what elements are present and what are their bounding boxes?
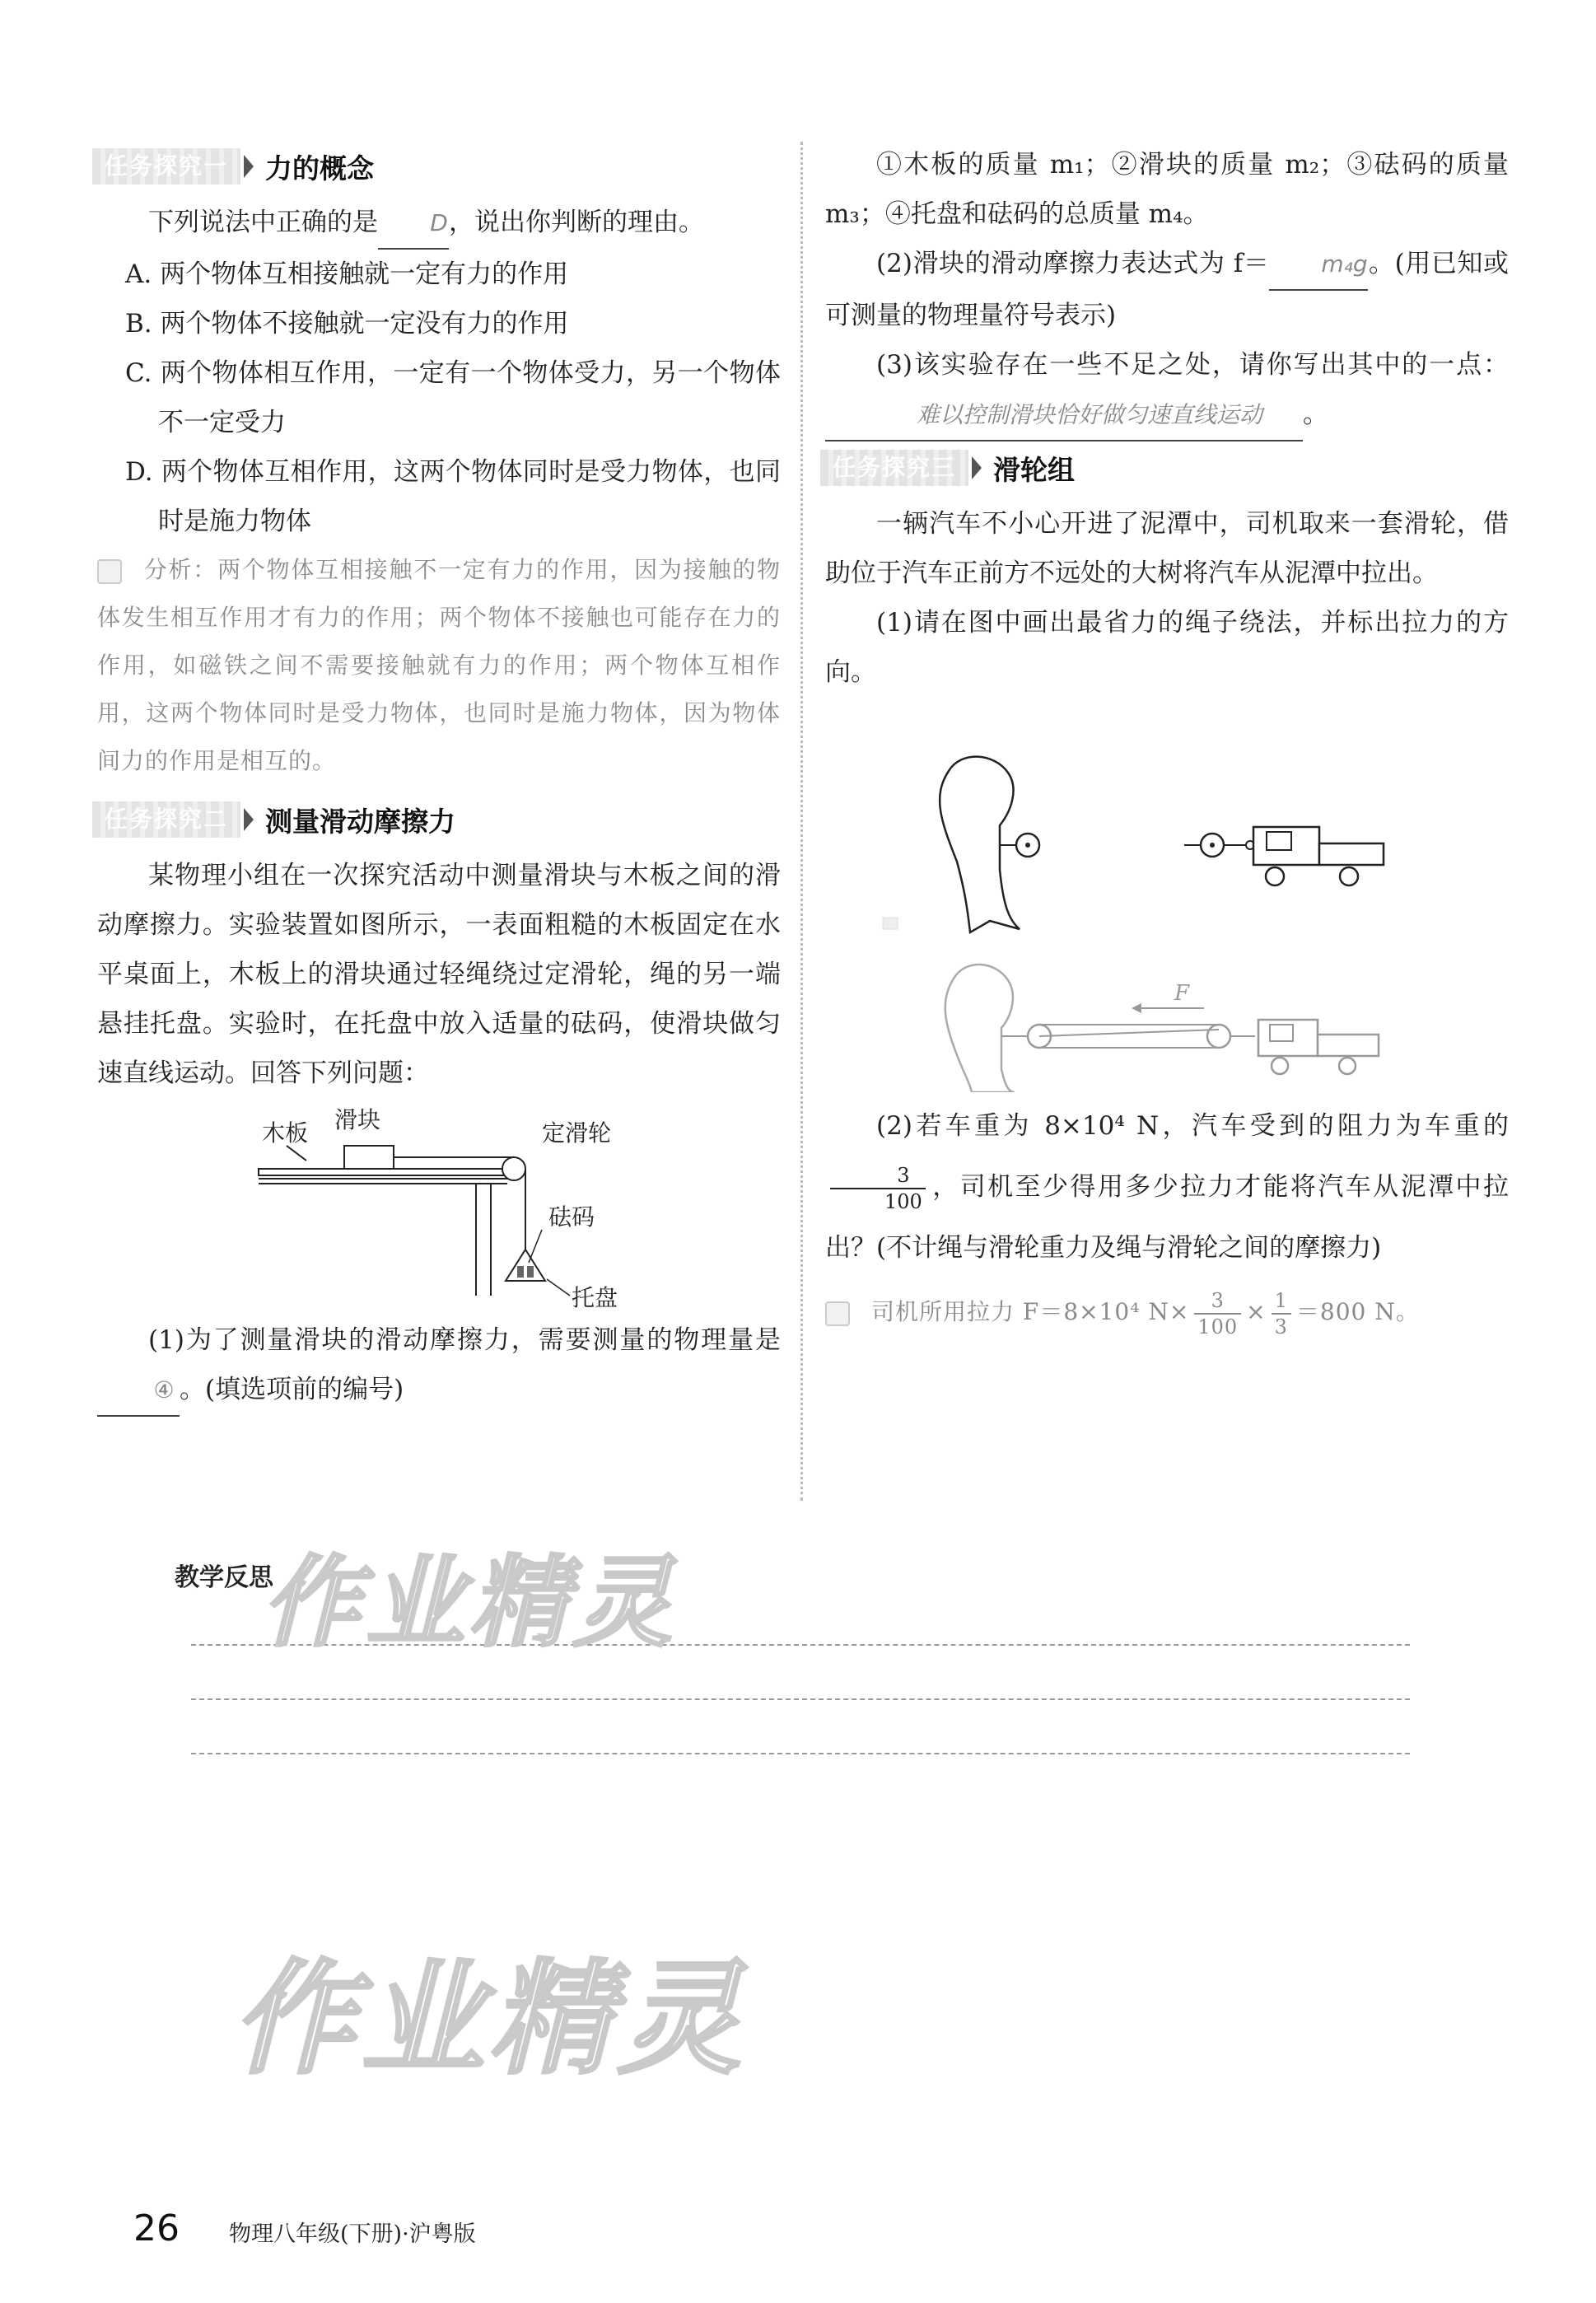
fraction: $\frac{3}{100}$: [1194, 1288, 1241, 1339]
analysis: 分析：两个物体互相接触不一定有力的作用，因为接触的物体发生相互作用才有力的作用；两个物体不接触也可能存在力的作用，如磁铁之间不需要接触就有力的作用；两个物体互相作用，这两个物体同时是受力物体，也同时是施力物体，因为物体间力的作用是相互的。: [97, 556, 781, 774]
section-title: 测量滑动摩擦力: [265, 805, 455, 838]
pulley-diagrams: [825, 697, 1509, 1092]
sub-question-2: (2)滑块的滑动摩擦力表达式为 f＝ m₄g。(用已知或可测量的物理量符号表示): [825, 239, 1509, 340]
pulley-question-2: (2)若车重为 8×10⁴ N，汽车受到的阻力为车重的 $\frac{3}{100}$ ，司机至少得用多少拉力才能将汽车从泥潭中拉出？(不计绳与滑轮重力及绳与滑轮之间的摩擦力): [825, 1111, 1509, 1263]
task-tag: 任务探究一: [92, 148, 240, 185]
pulley-intro: 一辆汽车不小心开进了泥潭中，司机取来一套滑轮，借助位于汽车正前方不远处的大树将汽车从泥潭中拉出。: [825, 509, 1509, 588]
option-c: C. 两个物体相互作用，一定有一个物体受力，另一个物体不一定受力: [125, 358, 781, 437]
answer-blank[interactable]: 难以控制滑块恰好做匀速直线运动: [825, 390, 1303, 441]
label-board: 木板: [262, 1119, 309, 1147]
arrow-icon: [244, 155, 254, 178]
reflection-line[interactable]: [191, 1698, 1410, 1700]
block-shape: [344, 1146, 394, 1169]
option-b: B. 两个物体不接触就一定没有力的作用: [125, 309, 569, 339]
label-weights: 砝码: [548, 1203, 595, 1231]
task-heading-3: [825, 441, 1509, 494]
watermark: 作业精灵: [262, 1546, 677, 1661]
task-heading-2: [97, 793, 781, 846]
truck-icon: [1253, 827, 1384, 885]
pulley-question-1: (1)请在图中画出最省力的绳子绕法，并标出拉力的方向。: [825, 608, 1509, 687]
tray-shape: [506, 1250, 545, 1281]
answer-icon: [825, 1301, 850, 1326]
fraction: $\frac{1}{3}$: [1272, 1288, 1291, 1339]
left-column: [97, 140, 781, 1417]
option-a: A. 两个物体互相接触就一定有力的作用: [125, 259, 569, 289]
section-title: 力的概念: [265, 152, 374, 185]
force-label: F: [1174, 981, 1190, 1006]
board-shape: [259, 1169, 506, 1175]
pulley-shape: [502, 1157, 525, 1180]
answer-blank[interactable]: m₄g: [1269, 240, 1368, 291]
book-title: 物理八年级(下册)·沪粤版: [229, 2221, 476, 2247]
watermark: 作业精灵: [232, 1948, 747, 2091]
answer-blank[interactable]: ④: [97, 1366, 180, 1417]
page-number: 26: [133, 2207, 180, 2249]
right-column: [825, 140, 1509, 1346]
experiment-intro: 某物理小组在一次探究活动中测量滑块与木板之间的滑动摩擦力。实验装置如图所示，一表面粗糙的木板固定在水平桌面上，木板上的滑块通过轻绳绕过定滑轮，绳的另一端悬挂托盘。实验时，在托盘中放入适量的砝码，使滑块做匀速直线运动。回答下列问题：: [97, 861, 781, 1088]
truck-icon: [1258, 1020, 1379, 1074]
arrow-icon: [972, 456, 982, 479]
tree-icon: [945, 965, 1015, 1092]
answer-blank[interactable]: D: [378, 199, 449, 250]
label-tray: 托盘: [572, 1284, 618, 1311]
arrow-icon: [244, 808, 254, 831]
pulley-answer: 司机所用拉力 F＝8×10⁴ N× $\frac{3}{100}$ × $\frac{1}{3}$ ＝800 N。: [825, 1278, 1509, 1346]
label-block: 滑块: [334, 1106, 381, 1133]
section-title: 滑轮组: [993, 453, 1075, 486]
column-divider: [800, 142, 803, 1501]
fraction: $\frac{3}{100}$: [830, 1163, 926, 1214]
reflection-label: 教学反思: [175, 1563, 273, 1592]
sub-question-3: (3)该实验存在一些不足之处，请你写出其中的一点：难以控制滑块恰好做匀速直线运动 。: [825, 340, 1509, 441]
question-text: 下列说法中正确的是 D，说出你判断的理由。: [97, 198, 781, 250]
option-d: D. 两个物体互相作用，这两个物体同时是受力物体，也同时是施力物体: [125, 457, 781, 536]
sub-question-1: (1)为了测量滑块的滑动摩擦力，需要测量的物理量是④ 。(填选项前的编号): [97, 1315, 781, 1417]
task-tag: 任务探究三: [820, 450, 968, 486]
reflection-line[interactable]: [191, 1753, 1410, 1754]
task-tag: 任务探究二: [92, 801, 240, 838]
analysis-icon: [97, 559, 122, 584]
measurement-choices: ①木板的质量 m₁；②滑块的质量 m₂；③砝码的质量 m₃；④托盘和砝码的总质量 m₄。: [825, 150, 1509, 229]
friction-apparatus-diagram: [97, 1098, 781, 1312]
task-heading-1: [97, 140, 781, 193]
label-pulley: 定滑轮: [542, 1119, 612, 1147]
